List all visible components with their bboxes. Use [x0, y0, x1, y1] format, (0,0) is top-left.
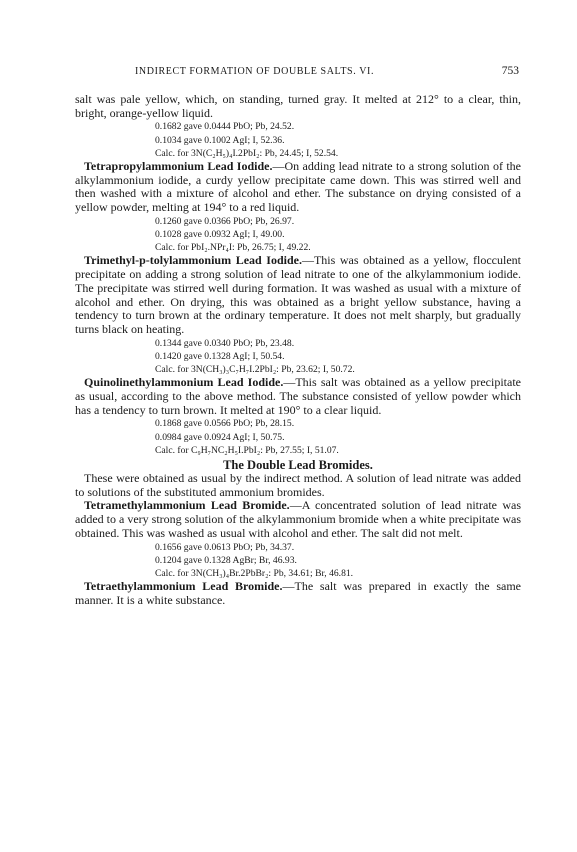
- analysis-line: Calc. for 3N(C₂H₅)₄I.2PbI₂: Pb, 24.45; I, 52.54.: [155, 147, 339, 159]
- analysis-block-tetramethyl-bromide: [75, 541, 521, 581]
- paragraph-trimethyl-tolyl: [75, 254, 521, 336]
- page-body: [75, 93, 521, 608]
- paragraph-text: —This was obtained as a yellow, flocculent precipitate on adding a strong solution of lead nitrate to one of the alkylammonium iodide. The precipitate was stirred well during formation. It was washed as usual with a mixture of alcohol and ether. On drying, this was obtained as a bright yellow substance, having a tendency to turn brown at the ordinary temperature. It does not melt sharply, but gradually turns black on heating.: [75, 253, 522, 336]
- compound-heading: Tetrapropylammonium Lead Iodide.: [84, 159, 273, 174]
- paragraph-tetramethyl-bromide: [75, 499, 521, 540]
- analysis-line: 0.1034 gave 0.1002 AgI; I, 52.36.: [155, 134, 285, 146]
- paragraph-text: —On adding lead nitrate to a strong solution of the alkylammonium iodide, a curdy yellow precipitate came down. This was stirred well and then washed with a mixture of alcohol and ether. The substance on drying consisted of a yellow powder, melting at 194° to a red liquid.: [75, 159, 521, 215]
- analysis-line: 0.1260 gave 0.0366 PbO; Pb, 26.97.: [155, 215, 295, 227]
- analysis-block-tetraethyl-iodide: [75, 120, 521, 160]
- analysis-line: 0.1656 gave 0.0613 PbO; Pb, 34.37.: [155, 541, 295, 553]
- analysis-line: Calc. for 3N(CH₃)₃C₇H₇I.2PbI₂: Pb, 23.62; I, 50.72.: [155, 364, 355, 376]
- paragraph-quinolinethyl: [75, 376, 521, 417]
- analysis-block-trimethyl-tolyl: [75, 337, 521, 377]
- paragraph-tetraethyl-bromide: [75, 580, 521, 607]
- compound-heading: Quinolinethylammonium Lead Iodide.: [84, 375, 284, 390]
- analysis-block-tetrapropyl: [75, 215, 521, 255]
- section-title: The Double Lead Bromides.: [223, 457, 373, 472]
- analysis-line: 0.1868 gave 0.0566 PbO; Pb, 28.15.: [155, 418, 295, 430]
- page-header: [75, 66, 519, 82]
- paragraph-tetrapropyl: [75, 160, 521, 215]
- analysis-line: 0.1682 gave 0.0444 PbO; Pb, 24.52.: [155, 121, 295, 133]
- analysis-line: Calc. for PbI₂.NPr₄I: Pb, 26.75; I, 49.22.: [155, 242, 311, 254]
- paragraph-continuation: salt was pale yellow, which, on standing, turned gray. It melted at 212° to a clear, thin, bright, orange-yellow liquid.: [75, 92, 521, 120]
- analysis-line: Calc. for C₉H₇NC₂H₅I.PbI₂: Pb, 27.55; I, 51.07.: [155, 444, 339, 456]
- paragraph-bromides-intro: These were obtained as usual by the indirect method. A solution of lead nitrate was added to solutions of the substituted ammonium bromides.: [75, 470, 521, 499]
- paragraph-text: —A concentrated solution of lead nitrate was added to a very strong solution of the alkylammonium bromide when a white precipitate was obtained. This was washed as usual with alcohol and ether. The salt did not melt.: [75, 498, 522, 540]
- analysis-block-quinolinethyl: [75, 417, 521, 457]
- page-number: 753: [501, 65, 519, 77]
- analysis-line: 0.1344 gave 0.0340 PbO; Pb, 23.48.: [155, 337, 295, 349]
- paragraph-text: —This salt was obtained as a yellow precipitate as usual, according to the above method. The substance consisted of yellow powder which has a tendency to turn brown. It melted at 190° to a clear liquid.: [75, 375, 521, 417]
- analysis-line: 0.1420 gave 0.1328 AgI; I, 50.54.: [155, 350, 285, 362]
- analysis-line: 0.1028 gave 0.0932 AgI; I, 49.00.: [155, 229, 285, 241]
- running-head: INDIRECT FORMATION OF DOUBLE SALTS. VI.: [135, 66, 375, 77]
- compound-heading: Tetramethylammonium Lead Bromide.: [84, 498, 290, 513]
- analysis-line: Calc. for 3N(CH₃)₄Br.2PbBr₂: Pb, 34.61; Br, 46.81.: [155, 567, 354, 579]
- analysis-line: 0.0984 gave 0.0924 AgI; I, 50.75.: [155, 431, 285, 443]
- compound-heading: Trimethyl-p-tolylammonium Lead Iodide.: [84, 253, 302, 268]
- compound-heading: Tetraethylammonium Lead Bromide.: [84, 579, 283, 594]
- analysis-line: 0.1204 gave 0.1328 AgBr; Br, 46.93.: [155, 554, 297, 566]
- paragraph-text: —The salt was prepared in exactly the same manner. It is a white substance.: [75, 579, 521, 607]
